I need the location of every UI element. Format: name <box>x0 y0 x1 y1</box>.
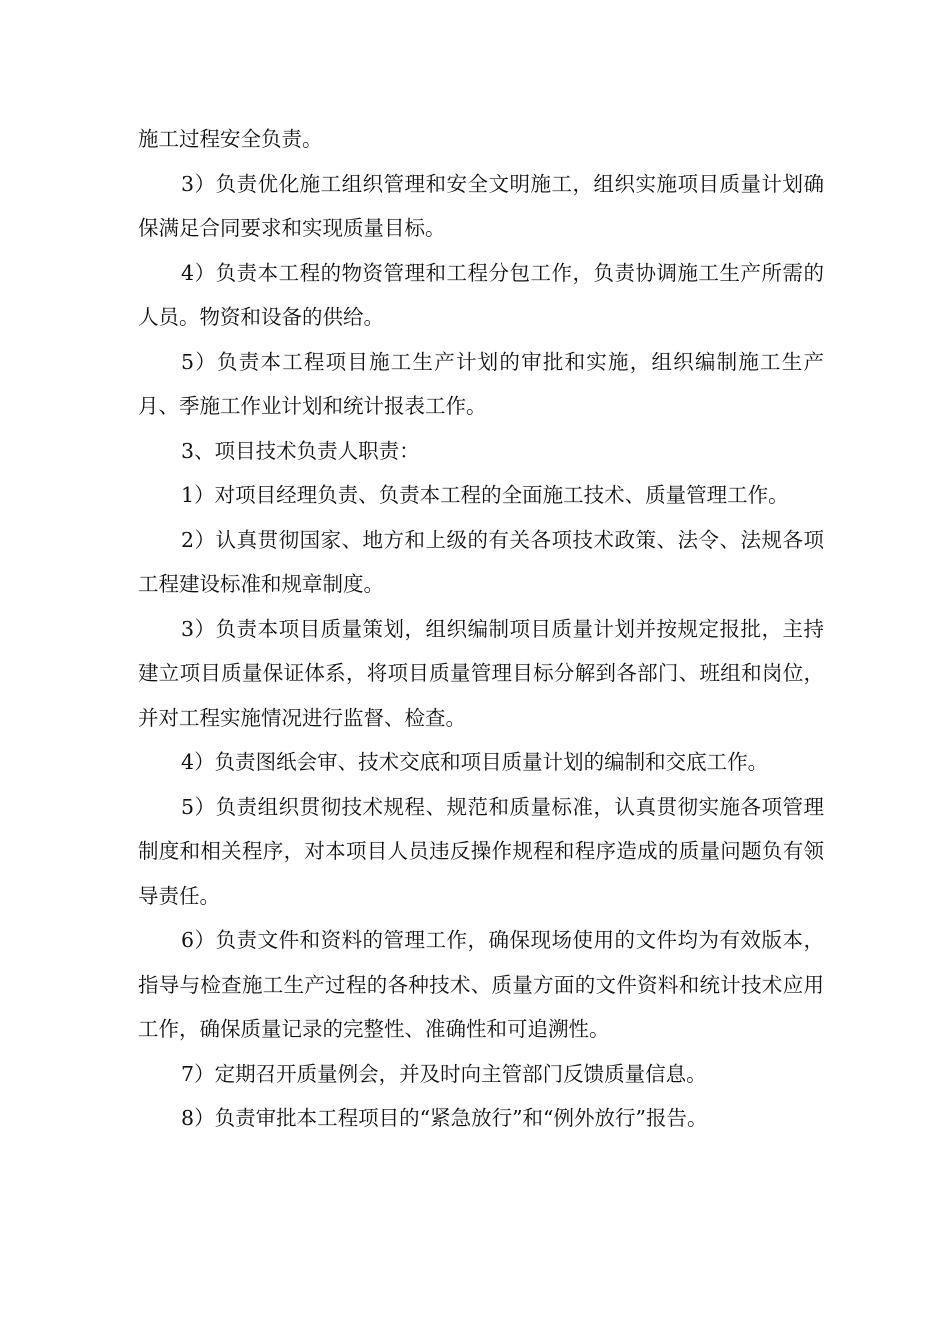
paragraph-10: 5）负责组织贯彻技术规程、规范和质量标准，认真贯彻实施各项管理制度和相关程序，对本项目人员违反操作规程和程序造成的质量问题负有领导责任。 <box>138 794 824 908</box>
paragraph-1: 施工过程安全负责。 <box>138 127 323 151</box>
paragraph-12: 7）定期召开质量例会，并及时向主管部门反馈质量信息。 <box>181 1061 707 1086</box>
section-heading: 3、项目技术负责人职责： <box>181 438 420 463</box>
paragraph-7: 2）认真贯彻国家、地方和上级的有关各项技术政策、法令、法规各项工程建设标准和规章制度。 <box>138 527 824 596</box>
paragraph-8: 3）负责本项目质量策划，组织编制项目质量计划并按规定报批，主持建立项目质量保证体系，将项目质量管理目标分解到各部门、班组和岗位，并对工程实施情况进行监督、检查。 <box>138 616 824 730</box>
paragraph-3: 4）负责本工程的物资管理和工程分包工作，负责协调施工生产所需的人员。物资和设备的供给。 <box>138 260 824 329</box>
paragraph-4: 5）负责本工程项目施工生产计划的审批和实施，组织编制施工生产月、季施工作业计划和统计报表工作。 <box>138 349 824 418</box>
paragraph-6: 1）对项目经理负责、负责本工程的全面施工技术、质量管理工作。 <box>181 483 789 507</box>
paragraph-13: 8）负责审批本工程项目的“紧急放行”和“例外放行”报告。 <box>181 1106 708 1130</box>
paragraph-9: 4）负责图纸会审、技术交底和项目质量计划的编制和交底工作。 <box>181 750 769 774</box>
paragraph-2: 3）负责优化施工组织管理和安全文明施工，组织实施项目质量计划确保满足合同要求和实现质量目标。 <box>138 171 824 240</box>
document-body <box>138 117 824 1141</box>
paragraph-11: 6）负责文件和资料的管理工作，确保现场使用的文件均为有效版本，指导与检查施工生产过程的各种技术、质量方面的文件资料和统计技术应用工作，确保质量记录的完整性、准确性和可追溯性。 <box>138 928 824 1041</box>
